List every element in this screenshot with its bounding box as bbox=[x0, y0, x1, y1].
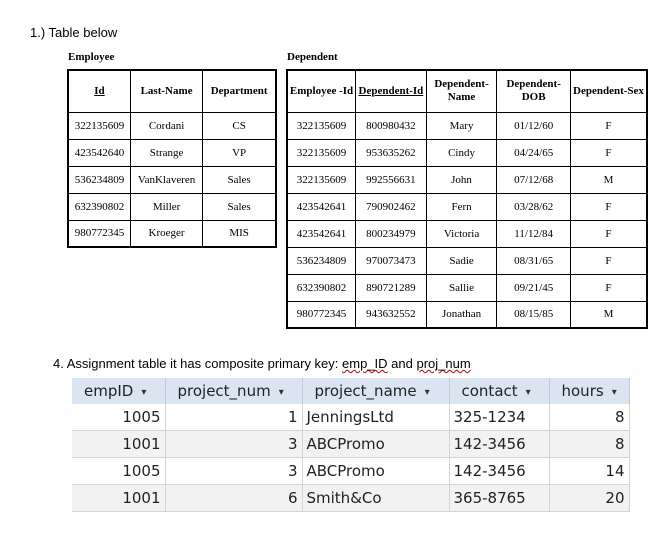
assignment-table bbox=[72, 378, 630, 512]
employee-cell: Sales bbox=[203, 166, 276, 193]
employee-cell: 536234809 bbox=[68, 166, 130, 193]
employee-row bbox=[68, 193, 276, 220]
assignment-header-empid-label: empID bbox=[84, 382, 134, 400]
assignment-cell[interactable]: 142-3456 bbox=[449, 431, 549, 458]
assignment-cell[interactable]: 8 bbox=[549, 404, 629, 431]
employee-cell: VanKlaveren bbox=[130, 166, 202, 193]
assignment-header-hours-label: hours bbox=[561, 382, 604, 400]
dropdown-arrow-icon[interactable]: ▾ bbox=[525, 387, 531, 398]
dependent-cell: 04/24/65 bbox=[497, 139, 571, 166]
assignment-header-row bbox=[72, 378, 629, 404]
dependent-row bbox=[287, 193, 647, 220]
dependent-header-sex: Dependent-Sex bbox=[570, 70, 647, 112]
dependent-cell: 08/31/65 bbox=[497, 247, 571, 274]
dependent-cell: Victoria bbox=[426, 220, 497, 247]
dependent-cell: F bbox=[570, 220, 647, 247]
employee-row bbox=[68, 166, 276, 193]
dropdown-arrow-icon[interactable]: ▾ bbox=[424, 387, 430, 398]
dependent-header-row bbox=[287, 70, 647, 112]
dependent-table bbox=[286, 69, 648, 329]
dependent-cell: 322135609 bbox=[287, 139, 356, 166]
dependent-header-dependent-id: Dependent-Id bbox=[356, 70, 427, 112]
assignment-cell[interactable]: 6 bbox=[165, 485, 302, 512]
heading4-prefix: 4. Assignment table it has composite primary key: bbox=[53, 356, 343, 371]
dependent-cell: 07/12/68 bbox=[497, 166, 571, 193]
assignment-cell[interactable]: 3 bbox=[165, 458, 302, 485]
assignment-cell[interactable]: Smith&Co bbox=[302, 485, 449, 512]
heading4-key2: proj_num bbox=[416, 356, 471, 371]
dependent-cell: Sadie bbox=[426, 247, 497, 274]
dropdown-arrow-icon[interactable]: ▾ bbox=[141, 387, 147, 398]
employee-row bbox=[68, 139, 276, 166]
employee-cell: VP bbox=[203, 139, 276, 166]
dependent-cell: 970073473 bbox=[356, 247, 427, 274]
employee-cell: 423542640 bbox=[68, 139, 130, 166]
dependent-cell: 632390802 bbox=[287, 274, 356, 301]
employee-cell: Kroeger bbox=[130, 220, 202, 247]
assignment-cell[interactable]: 1 bbox=[165, 404, 302, 431]
assignment-row bbox=[72, 404, 629, 431]
assignment-header-contact-label: contact bbox=[461, 382, 518, 400]
assignment-row bbox=[72, 485, 629, 512]
dropdown-arrow-icon[interactable]: ▾ bbox=[278, 387, 284, 398]
employee-header-id: Id bbox=[68, 70, 130, 112]
assignment-cell[interactable]: 1001 bbox=[72, 485, 165, 512]
dependent-cell: F bbox=[570, 274, 647, 301]
employee-cell: Cordani bbox=[130, 112, 202, 139]
assignment-cell[interactable]: 1005 bbox=[72, 458, 165, 485]
dependent-cell: 423542641 bbox=[287, 220, 356, 247]
assignment-header-project-name-label: project_name bbox=[314, 382, 417, 400]
employee-cell: 980772345 bbox=[68, 220, 130, 247]
dependent-cell: 536234809 bbox=[287, 247, 356, 274]
dependent-header-employee-id: Employee -Id bbox=[287, 70, 356, 112]
assignment-cell[interactable]: 20 bbox=[549, 485, 629, 512]
assignment-header-project-num-label: project_num bbox=[177, 382, 271, 400]
dependent-row bbox=[287, 274, 647, 301]
assignment-cell[interactable]: 3 bbox=[165, 431, 302, 458]
assignment-cell[interactable]: 365-8765 bbox=[449, 485, 549, 512]
question-4-heading bbox=[53, 356, 471, 371]
assignment-header-empid[interactable] bbox=[72, 378, 165, 404]
dependent-cell: 992556631 bbox=[356, 166, 427, 193]
dropdown-arrow-icon[interactable]: ▾ bbox=[611, 387, 617, 398]
employee-cell: CS bbox=[203, 112, 276, 139]
question-1-heading: 1.) Table below bbox=[30, 25, 118, 40]
assignment-cell[interactable]: 8 bbox=[549, 431, 629, 458]
dependent-cell: F bbox=[570, 112, 647, 139]
dependent-header-dob: Dependent-DOB bbox=[497, 70, 571, 112]
dependent-cell: M bbox=[570, 166, 647, 193]
heading4-mid: and bbox=[387, 356, 417, 371]
employee-header-row bbox=[68, 70, 276, 112]
dependent-row bbox=[287, 301, 647, 328]
dependent-cell: 01/12/60 bbox=[497, 112, 571, 139]
dependent-cell: 790902462 bbox=[356, 193, 427, 220]
employee-cell: Miller bbox=[130, 193, 202, 220]
employee-caption: Employee bbox=[68, 51, 115, 63]
dependent-header-name: Dependent-Name bbox=[426, 70, 497, 112]
dependent-caption: Dependent bbox=[287, 51, 338, 63]
dependent-cell: Cindy bbox=[426, 139, 497, 166]
assignment-header-project-num[interactable] bbox=[165, 378, 302, 404]
dependent-cell: 800980432 bbox=[356, 112, 427, 139]
dependent-row bbox=[287, 112, 647, 139]
assignment-cell[interactable]: JenningsLtd bbox=[302, 404, 449, 431]
employee-header-last-name: Last-Name bbox=[130, 70, 202, 112]
dependent-cell: M bbox=[570, 301, 647, 328]
employee-header-department: Department bbox=[203, 70, 276, 112]
assignment-row bbox=[72, 431, 629, 458]
assignment-cell[interactable]: 14 bbox=[549, 458, 629, 485]
assignment-cell[interactable]: 142-3456 bbox=[449, 458, 549, 485]
assignment-row bbox=[72, 458, 629, 485]
dependent-cell: John bbox=[426, 166, 497, 193]
dependent-cell: Fern bbox=[426, 193, 497, 220]
dependent-cell: Sallie bbox=[426, 274, 497, 301]
dependent-cell: 322135609 bbox=[287, 166, 356, 193]
employee-cell: Sales bbox=[203, 193, 276, 220]
heading4-key1: emp_ID bbox=[342, 356, 388, 371]
dependent-cell: 03/28/62 bbox=[497, 193, 571, 220]
dependent-cell: 890721289 bbox=[356, 274, 427, 301]
dependent-cell: 980772345 bbox=[287, 301, 356, 328]
dependent-row bbox=[287, 220, 647, 247]
employee-cell: 322135609 bbox=[68, 112, 130, 139]
dependent-cell: 09/21/45 bbox=[497, 274, 571, 301]
assignment-cell[interactable]: 1005 bbox=[72, 404, 165, 431]
dependent-cell: 800234979 bbox=[356, 220, 427, 247]
assignment-header-contact[interactable] bbox=[449, 378, 549, 404]
dependent-cell: 322135609 bbox=[287, 112, 356, 139]
employee-row bbox=[68, 220, 276, 247]
dependent-cell: F bbox=[570, 139, 647, 166]
dependent-row bbox=[287, 247, 647, 274]
dependent-cell: 08/15/85 bbox=[497, 301, 571, 328]
assignment-header-project-name[interactable] bbox=[302, 378, 449, 404]
assignment-header-hours[interactable] bbox=[549, 378, 629, 404]
assignment-cell[interactable]: 1001 bbox=[72, 431, 165, 458]
dependent-cell: 943632552 bbox=[356, 301, 427, 328]
dependent-cell: 11/12/84 bbox=[497, 220, 571, 247]
assignment-cell[interactable]: ABCPromo bbox=[302, 458, 449, 485]
dependent-cell: 953635262 bbox=[356, 139, 427, 166]
dependent-cell: F bbox=[570, 193, 647, 220]
employee-cell: MIS bbox=[203, 220, 276, 247]
dependent-cell: Jonathan bbox=[426, 301, 497, 328]
dependent-cell: Mary bbox=[426, 112, 497, 139]
employee-cell: 632390802 bbox=[68, 193, 130, 220]
dependent-cell: F bbox=[570, 247, 647, 274]
employee-cell: Strange bbox=[130, 139, 202, 166]
dependent-row bbox=[287, 166, 647, 193]
employee-table bbox=[67, 69, 277, 248]
dependent-row bbox=[287, 139, 647, 166]
dependent-cell: 423542641 bbox=[287, 193, 356, 220]
assignment-cell[interactable]: 325-1234 bbox=[449, 404, 549, 431]
employee-row bbox=[68, 112, 276, 139]
assignment-cell[interactable]: ABCPromo bbox=[302, 431, 449, 458]
